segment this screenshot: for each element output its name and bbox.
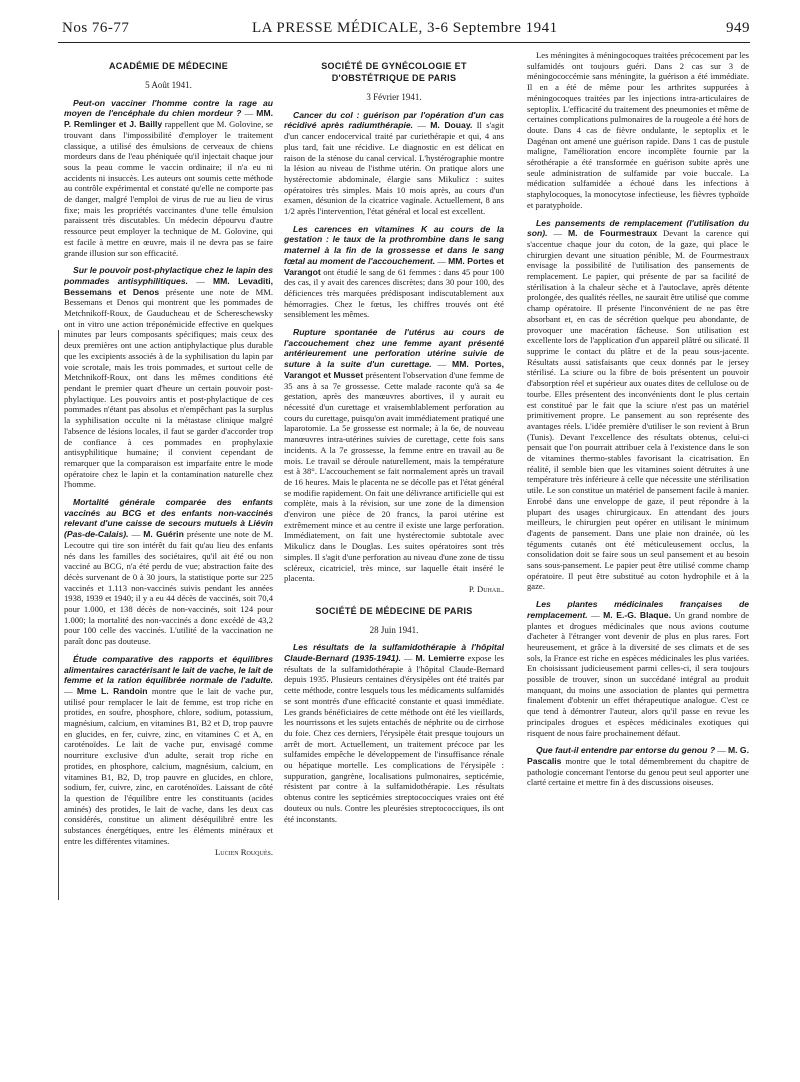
article-body: présente une note de M. Lecoutre qui tire son intérêt du fait qu'au lieu des enfants nés dans les familles des sociétaires, qu'il ait été ou non vacciné au BCG, n'a été perdu de vue; abstraction faite des décès survenant de 0 à 30 jours, la statistique porte sur 225 vaccinés et 1.113 non-vaccinés suivis pendant les années 1938, 1939 et 1940; il y a eu 44 décès de vaccinés, soit 70,4 pour 1.000, et 138 décès de non-vaccinés, soit 124 pour 1.000; la mortalité des non-vaccinés a donc excédé de 43,2 pour 100 celle des vaccinés. L'utilité de la vaccination ne paraît donc pas douteuse. [64,529,273,647]
column-1 [64,50,273,1078]
article-item [64,654,273,847]
article-authors: M. Guérin [143,529,184,540]
article-body: Devant la carence qui s'accentue chaque jour du coton, de la gaze, qui place le chirurgien devant une situation pénible, M. de Fourmestraux envisage la possibilité de l'utilisation des pansements de remplacement. Le papier, qui présente de par sa facilité de stérilisation à la chaleur sèche et à l'autoclave, après détente prolongée, des qualités réelles, ne saurait être utilisé que comme champ opératoire. Il présente l'inconvénient de ne pas être absorbant et, en cas de sécrétion quelque peu abondante, de provoquer une macération fâcheuse. Son utilisation est excellente lors de l'application d'un appareil plâtré ou silicaté. Il supprime le contact du plâtre et de la peau sous-jacente. Résultats aussi satisfaisants que ceux donnés par le jersey stérilisé. La sciure ou la fibre de bois présentent un pouvoir d'absorption réel et supérieur aux ouates dites de cellulose ou de tourbe. Elles présentent des inconvénients dont le plus certain est constitué par le fait que la sciure n'est pas un matériel primitivement propre. Le pansement au son représente des avantages réels. L'idée première d'utiliser le son revient à Brun (Tunis). Devant l'excellence des résultats obtenus, celui-ci pensait que l'on pourrait attribuer cela à l'existence dans le son de vitamines thermo-stables favorisant la cicatrisation. En réalité, il semble bien que les vitamines soient détruites à une température très inférieure à celle que nécessite une stérilisation utile. Le son constitue un matériel de pansement facile à manier. Enrobé dans une enveloppe de gaze, il peut répondre à la plupart des usages chirurgicaux. En attendant des jours meilleurs, le chirurgien peut opérer en utilisant le minimum d'agents de pansement. Dans une plaie non drainée, où les téguments cutanés ont été méticuleusement occlus, la consolidation doit se faire sous un seul pansement et au besoin sans sous-pansement. Le papier peut être utilisé comme champ opératoire. Il peut être substitué au coton hydrophile et à la gaze. [527,228,749,592]
col1-items [64,98,273,847]
dash-separator: — [413,120,431,131]
article-body: montre que le total démembrement du chapitre de pathologie concernant l'entorse du genou peut seul apporter une clarté certaine et mettre fin à des discussions oiseuses. [527,756,749,788]
article-body: Il s'agit d'un cancer endocervical traité par curiethérapie et qui, 4 ans plus tard, fait une récidive. Le diagnostic en est délicat en raison de la sténose du canal cervical. L'hystérographie montre la lésion au niveau de l'isthme utérin. On pratique alors une hystérectomie abdominale, élargie sans Mikulicz : suites opératoires très simples. Mais 10 mois après, au cours d'un examen, désunion de la cicatrice vaginale. Actuellement, 8 ans 1/2 après l'intervention, l'état général et local est excellent. [284,120,504,217]
col3-items [527,218,749,789]
journal-title: LA PRESSE MÉDICALE, 3-6 Septembre 1941 [252,20,558,36]
column-2 [284,50,504,1078]
article-authors: M. Douay. [430,120,473,131]
article-item [527,745,749,788]
article-body: montre que le lait de vache pur, utilisé pour remplacer le lait de femme, est trop riche en protides, en soufre, phosphore, chlore, sodium, potassium, magnésium, calcium, en vitamines B1, B2 et D, trop pauvre en glucides, en fer, cuivre, zinc, en vitamines C et A, en caroténoïdes. Le lait de vache pur, envisagé comme nourriture exclusive d'un adulte, serait trop riche en protides, en phosphore, calcium, magnésium, calcium, en vitamines B1, B2, D, trop pauvre en glucides, en chlore, sodium, fer, cuivre, zinc, en caroténoïdes. Laissant de côté la question de l'équilibre entre les constituants (acides aminés) des protides, le lait de vache, dans les deux cas considérés, constitue un aliment déséquilibré entre les substances énergétiques, entre les éléments minéraux et entre les différentes vitamines. [64,685,273,846]
article-authors: Mme L. Randoin [76,685,148,696]
article-body: présentent l'observation d'une femme de 35 ans à sa 7e grossesse. Cette malade raconte qu'à sa 4e gestation, après des manœuvres abortives, il y aurait eu nécessité d'un curettage et vraisemblablement perforation au cours du curettage, puisqu'on avait immédiatement pratiqué une laparotomie. La 5e grossesse est normale; à la 6e, de nouveau manœuvres intra-utérines suivies de curettage, cette fois sans incidents. A la 7e grossesse, la femme entre en travail au 8e mois. Le travail se déroule naturellement, mais la température est à 38°. L'accouchement se fait normalement après un travail de 16 heures. Mais le placenta ne se décolle pas et l'état général se modifie rapidement. On fait une délivrance artificielle qui est complète, mais à la révision, sur une zone de la dimension d'environ une pièce de 20 francs, la paroi utérine est extrêmement mince et au centre il existe une large perforation. Immédiatement, on fait une hystérectomie subtotale avec Mikulicz dans le Douglas. Les suites opératoires sont très simples. Il s'agit d'une perforation au niveau d'une zone de tissu scléreux, cicatriciel, très mince, sur laquelle était inséré le placenta. [284,369,504,584]
article-authors: MM. Portes, Varangot et Musset [284,359,504,380]
article-title: Rupture spontanée de l'utérus au cours de l'accouchement chez une femme ayant présenté antérieurement une perforation utérine suivie de suture à la suite d'un curettage. [284,327,504,370]
session-date: 28 Juin 1941. [369,624,419,635]
dash-separator: — [400,653,416,664]
article-title: Cancer du col : guérison par l'opération d'un cas récidivé après radiumthérapie. [284,109,504,131]
article-body: expose les résultats de la sulfamidothérapie à l'hôpital Claude-Bernard depuis 1935. Plusieurs centaines d'érysipèles ont été traités par cette méthode, contre lesquels tous les médicaments sulfamidés se sont montrés d'une efficacité constante et quasi immédiate. Les grands bénéficiaires de cette méthode ont été les vieillards, les nourrissons et les sujets entachés de néphrite ou de cirrhose du foie. Chez ces derniers, l'érysipèle était presque toujours un arrêt de mort. Actuellement, un traitement précoce par les sulfamides empêche le développement de l'insuffisance rénale ou hépatique mortelle. Les complications de l'érysipèle : suppuration, gangrène, localisations pulmonaires, septicémie, résistent par contre à la sulfamidothérapie. Les résultats obtenus contre les septicémies streptococciques vraies ont été douteux ou nuls. Contre les pleurésies streptococciques, ils ont été inconstants. [284,653,504,824]
article-title: Les pansements de remplacement (l'utilisation du son). [527,217,749,239]
article-title: Les carences en vitamines K au cours de la gestation : le taux de la prothrombine dans le sang maternel à la fin de la grossesse et dans le sang fœtal au moment de l'accouchement. [284,223,504,266]
article-authors: MM. Levaditi, Bessemans et Denos [64,275,273,297]
article-item [64,98,273,259]
article-title: Sur le pouvoir post-phylactique chez le lapin des pommades antisyphilitiques. [64,265,273,286]
column-3 [527,50,749,1078]
dash-separator: — [587,609,604,620]
article-item [64,497,273,647]
article-authors: M. Lemierre [415,653,465,664]
article-item [284,110,504,217]
article-title: Mortalité générale comparée des enfants vaccinés au BCG et des enfants non-vaccinés relevant d'une caisse de secours mutuels à Liévin (Pas-de-Calais). [64,497,273,540]
dash-separator: — [431,359,453,370]
page-header [62,20,750,40]
article-item [64,265,273,490]
article-body: présente une note de MM. Bessemans et Denos qui montrent que les pommades de Metchnikoff-Roux, de Gauducheau et de Schereschewsky ont in vitro une action tréponémicide effective en quelques minutes par leurs composants spécifiques; mais ceux des deux premières ont une action antiphylactique plus durable que les excipients associés à de la syphilisation du lapin par voie scrotale, mais les trois pommades, et surtout celle de Metchnikoff-Roux, ont dans les mêmes conditions été pendant le premier quart d'heure un certain pouvoir post-phylactique. Les pouvoirs antis et post-phylactique de ces pommades n'étant pas absolus et n'empêchant pas la surplus la syphilisation occulte ni la métastase clinique malgré l'absence de lésions locales, il faut se garder d'accorder trop de confiance à ces pommades en prophylaxie antisyphilitique humaine; il convient cependant de remarquer que la comparaison est imparfaite entre le mode opératoire chez le lapin et la contamination naturelle chez l'homme. [64,286,273,490]
binding-margin-line [58,330,59,900]
article-authors: M. G. Pascalis [527,745,749,766]
continued-paragraph: Les méningites à méningocoques traitées précocement par les sulfamidés ont toujours guéri. Dans 2 cas sur 3 de méningococcémie sans méningite, la guérison a été immédiate. Il en a été de même pour les arthrites suppurées à méningocoques traitées par les injections intra-articulaires de septoplix. L'efficacité du traitement des pneumonies et même de certaines complications pulmonaires de la rougeole a été hors de doute. Dans 4 cas de fièvre ondulante, le septoplix et le Dagénan ont amené une guérison rapide. Dans 1 cas de pustule maligne, l'amélioration encore incomplète fournie par la sérothérapie a été transformée en guérison subite après une seule administration de sulfamide par voie buccale. La médication sulfamidée a échoué dans les infections à staphylocoques, la monocytose infectieuse, les fièvres typhoïde et paratyphoïde. [527,50,749,210]
section-heading: SOCIÉTÉ DE MÉDECINE DE PARIS [315,605,473,616]
article-item [527,218,749,593]
article-title: Les résultats de la sulfamidothérapie à l'hôpital Claude-Bernard (1935-1941). [284,642,504,664]
article-authors: M. E.-G. Blaque. [603,609,671,620]
header-rule [58,42,750,43]
article-body: Un grand nombre de plantes et drogues médicinales que nous avions coutume d'acheter à l'étranger vont devenir de plus en plus rares. Fort heureusement, et grâce à la diversité de ses climats et de ses sols, la France est riche en espèces médicinales les plus variées. En choisissant judicieusement parmi celles-ci, il sera toujours possible de trouver, sinon un succédané intégral au produit manquant, du moins une association de plantes qui permettra finalement d'obtenir un effet thérapeutique analogue. C'est ce que tend à démontrer l'auteur, alors qu'il passe en revue les principales drogues et espèces médicinales exotiques qui risquent de nous faire prochainement défaut. [527,609,749,738]
article-body: rappellent que M. Golovine, se trouvant dans l'impossibilité d'employer le traitement classique, a utilisé des émulsions de cerveaux de chiens mordeurs dans de l'eau phéniquée qu'il injectait chaque jour sous la peau comme le vaccin ordinaire; il n'a eu ni accidents ni insuccès. Les auteurs ont soumis cette méthode au contrôle expérimental et constaté qu'elle ne comporte pas de danger, malgré l'emploi de virus de rue au lieu de virus fixe; mais les propriétés vaccinantes d'une telle émulsion paraissent très discutables. Un médecin dépourvu d'autre ressource peut employer la technique de M. Golovine, qui est facile à mettre en œuvre, mais il ne devra pas se faire grande illusion sur son efficacité. [64,119,273,258]
article-title: Peut-on vacciner l'homme contre la rage au moyen de l'encéphale du chien mordeur ? [64,97,273,119]
article-title: Étude comparative des rapports et équilibres alimentaires caractérisant le lait de vache, le lait de femme et la ration équilibrée normale de l'adulte. [64,653,273,686]
article-authors: M. de Fourmestraux [567,228,658,239]
dash-separator: — [435,255,449,266]
section-heading: SOCIÉTÉ DE GYNÉCOLOGIE ET D'OBSTÉTRIQUE DE PARIS [321,61,467,83]
dash-separator: — [241,108,257,119]
dash-separator: — [547,228,568,239]
session-date: 3 Février 1941. [366,92,422,102]
dash-separator: — [128,529,144,540]
article-title: Les plantes médicinales françaises de remplacement. [527,599,749,620]
dash-separator: — [188,275,213,286]
article-item [284,224,504,320]
author-signature: Lucien Rouquès. [215,846,273,857]
author-signature: P. Duhail. [468,583,504,594]
article-title: Que faut-il entendre par entorse du genou ? [536,745,716,756]
col2-items-2 [284,642,504,824]
page-number: 949 [726,20,750,36]
article-item [527,599,749,738]
session-date: 5 Août 1941. [145,80,192,90]
article-body: ont étudié le sang de 61 femmes : dans 45 pour 100 des cas, il y avait des carences discrètes; dans 30 pour 100, des déficiences très marquées prédisposant indiscutablement aux hémorragies. Chez le fœtus, les chiffres trouvés ont été sensiblement les mêmes. [284,266,504,320]
dash-separator: — [715,745,728,756]
article-item [284,642,504,824]
article-item [284,327,504,584]
section-heading: ACADÉMIE DE MÉDECINE [108,61,228,71]
article-authors: MM. Portes et Varangot [284,255,504,277]
issue-number: Nos 76-77 [62,20,130,36]
article-authors: MM. P. Remlinger et J. Bailly [64,108,273,130]
dash-separator: — [64,685,77,696]
col2-items-1 [284,110,504,584]
